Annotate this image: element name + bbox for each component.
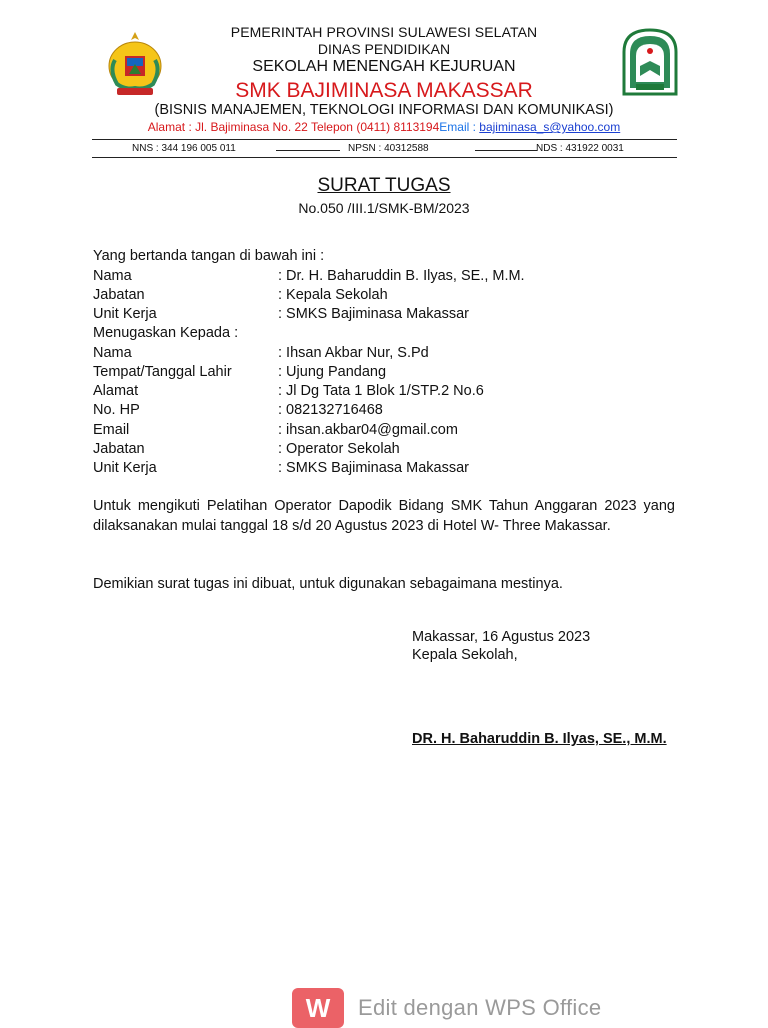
intro-text: Yang bertanda tangan di bawah ini : bbox=[93, 248, 325, 264]
assignee-phone-value: : 082132716468 bbox=[278, 402, 383, 418]
signer-position-label: Jabatan bbox=[93, 287, 145, 303]
assignee-birth-value: : Ujung Pandang bbox=[278, 364, 387, 380]
assignee-name-value: : Ihsan Akbar Nur, S.Pd bbox=[278, 345, 429, 361]
address-text: Alamat : Jl. Bajiminasa No. 22 Telepon (0411) 8113194 bbox=[147, 120, 440, 134]
signer-name-value: : Dr. H. Baharuddin B. Ilyas, SE., M.M. bbox=[278, 268, 525, 284]
assignee-email-value: : ihsan.akbar04@gmail.com bbox=[278, 422, 458, 438]
nds-number: NDS : 431922 0031 bbox=[536, 143, 624, 154]
signer-position-value: : Kepala Sekolah bbox=[278, 287, 388, 303]
wps-edit-label: Edit dengan WPS Office bbox=[358, 995, 602, 1020]
signer-name-label: Nama bbox=[93, 268, 132, 284]
id-separator bbox=[475, 150, 537, 151]
assignee-unit-value: : SMKS Bajiminasa Makassar bbox=[278, 460, 469, 476]
school-address bbox=[0, 120, 768, 134]
assign-heading: Menugaskan Kepada : bbox=[93, 325, 239, 341]
assignee-phone-label: No. HP bbox=[93, 402, 140, 418]
school-email-link[interactable]: bajiminasa_s@yahoo.com bbox=[479, 120, 621, 134]
assignee-position-value: : Operator Sekolah bbox=[278, 441, 400, 457]
school-type-header: SEKOLAH MENENGAH KEJURUAN bbox=[252, 58, 516, 75]
closing-paragraph: Demikian surat tugas ini dibuat, untuk digunakan sebagaimana mestinya. bbox=[93, 576, 563, 592]
assignee-position-label: Jabatan bbox=[93, 441, 145, 457]
letter-number: No.050 /III.1/SMK-BM/2023 bbox=[298, 200, 470, 216]
header-divider-bottom bbox=[92, 157, 677, 158]
school-name: SMK BAJIMINASA MAKASSAR bbox=[235, 79, 533, 102]
school-fields: (BISNIS MANAJEMEN, TEKNOLOGI INFORMASI DAN KOMUNIKASI) bbox=[154, 102, 614, 118]
wps-edit-banner[interactable] bbox=[292, 988, 601, 1028]
signer-unit-value: : SMKS Bajiminasa Makassar bbox=[278, 306, 469, 322]
school-id-line bbox=[92, 143, 677, 157]
gov-header: PEMERINTAH PROVINSI SULAWESI SELATAN bbox=[230, 24, 538, 40]
assignee-birth-label: Tempat/Tanggal Lahir bbox=[93, 364, 232, 380]
wps-logo-icon: W bbox=[292, 988, 344, 1028]
assignee-email-label: Email bbox=[93, 422, 130, 438]
signer-unit-label: Unit Kerja bbox=[93, 306, 157, 322]
nns-number: NNS : 344 196 005 011 bbox=[132, 143, 236, 154]
place-date: Makassar, 16 Agustus 2023 bbox=[412, 629, 591, 645]
email-label: Email : bbox=[439, 120, 480, 134]
letter-title: SURAT TUGAS bbox=[317, 175, 451, 196]
signer-signature-name: DR. H. Baharuddin B. Ilyas, SE., M.M. bbox=[412, 731, 667, 747]
department-header: DINAS PENDIDIKAN bbox=[317, 41, 451, 57]
signer-position: Kepala Sekolah, bbox=[412, 647, 518, 663]
assignee-address-value: : Jl Dg Tata 1 Blok 1/STP.2 No.6 bbox=[278, 383, 484, 399]
assignee-address-label: Alamat bbox=[93, 383, 139, 399]
id-separator bbox=[276, 150, 340, 151]
assignee-unit-label: Unit Kerja bbox=[93, 460, 157, 476]
assignee-name-label: Nama bbox=[93, 345, 132, 361]
npsn-number: NPSN : 40312588 bbox=[348, 143, 429, 154]
purpose-paragraph: Untuk mengikuti Pelatihan Operator Dapodik Bidang SMK Tahun Anggaran 2023 yang dilaksanakan mulai tanggal 18 s/d 20 Agustus 2023 di Hotel W- Three Makassar. bbox=[93, 498, 675, 534]
header-divider-top bbox=[92, 139, 677, 140]
